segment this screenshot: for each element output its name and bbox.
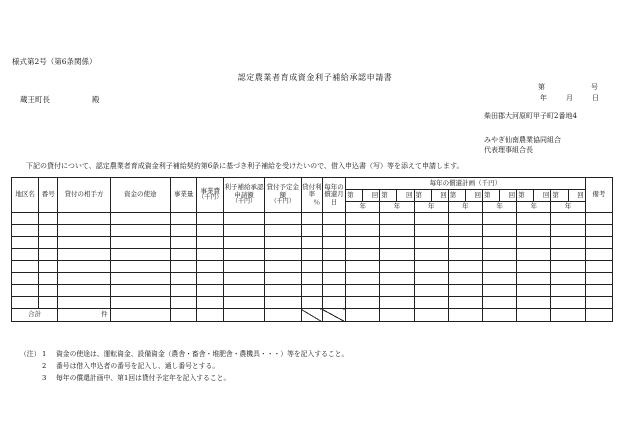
table-cell[interactable] <box>301 249 322 261</box>
plan-cell[interactable] <box>517 225 551 237</box>
table-cell[interactable] <box>39 225 58 237</box>
header-term: 毎年の償還月日 <box>322 178 345 213</box>
table-row <box>12 225 613 237</box>
header-plan: 毎年の償還計画（千円） <box>346 178 586 190</box>
plan-cell[interactable] <box>551 249 585 261</box>
total-plan-cell[interactable] <box>380 309 414 322</box>
note-number: 1 <box>42 350 47 358</box>
total-label: 合計 <box>12 309 58 322</box>
table-cell[interactable] <box>197 249 224 261</box>
plan-cell[interactable] <box>414 285 448 297</box>
plan-cell[interactable] <box>517 273 551 285</box>
table-row <box>12 249 613 261</box>
plan-header-nen: 年 <box>517 202 551 213</box>
total-plan-cell[interactable] <box>517 309 551 322</box>
total-cell[interactable] <box>264 309 301 322</box>
plan-cell[interactable] <box>380 249 414 261</box>
plan-cell[interactable] <box>380 273 414 285</box>
table-cell[interactable] <box>110 261 170 273</box>
plan-cell[interactable] <box>551 285 585 297</box>
table-cell[interactable] <box>301 213 322 225</box>
note-line-3 <box>20 372 348 384</box>
table-cell[interactable] <box>301 225 322 237</box>
plan-header-nen: 年 <box>346 202 380 213</box>
total-cell-struck <box>322 309 345 322</box>
plan-cell[interactable] <box>346 273 380 285</box>
plan-cell[interactable] <box>346 249 380 261</box>
table-cell[interactable] <box>224 213 264 225</box>
plan-cell[interactable] <box>380 213 414 225</box>
table-cell[interactable] <box>58 237 110 249</box>
plan-header-nen: 年 <box>414 202 448 213</box>
total-cell[interactable] <box>197 309 224 322</box>
table-row <box>12 261 613 273</box>
header-remarks: 備考 <box>585 178 612 213</box>
date-month-label: 月 <box>566 94 573 102</box>
table-cell[interactable] <box>197 297 224 309</box>
plan-cell[interactable] <box>448 273 482 285</box>
table-cell[interactable] <box>39 261 58 273</box>
table-cell[interactable] <box>197 237 224 249</box>
header-project: 事業量 <box>171 178 197 213</box>
date-day-label: 日 <box>592 94 599 102</box>
header-rate-unit: ％ <box>313 197 320 206</box>
table-cell[interactable] <box>12 213 39 225</box>
table-cell[interactable] <box>197 213 224 225</box>
plan-cell[interactable] <box>448 249 482 261</box>
remarks-cell[interactable] <box>585 261 612 273</box>
table-cell[interactable] <box>301 273 322 285</box>
plan-cell[interactable] <box>414 213 448 225</box>
note-number: 2 <box>42 362 47 370</box>
document-title: 認定農業者育成資金利子補給承認申請書 <box>237 73 393 82</box>
table-cell[interactable] <box>171 225 197 237</box>
plan-header-dai: 第 <box>482 190 499 202</box>
header-approval-label: 利子補給承認申請額 <box>224 183 264 199</box>
table-cell[interactable] <box>12 261 39 273</box>
table-cell[interactable] <box>264 261 301 273</box>
header-area: 地区名 <box>12 178 39 213</box>
table-cell[interactable] <box>12 249 39 261</box>
table-cell[interactable] <box>301 237 322 249</box>
plan-header-dai: 第 <box>414 190 431 202</box>
plan-cell[interactable] <box>380 261 414 273</box>
table-cell[interactable] <box>322 237 345 249</box>
plan-cell[interactable] <box>448 237 482 249</box>
table-cell[interactable] <box>224 273 264 285</box>
table-cell[interactable] <box>224 297 264 309</box>
plan-header-dai: 第 <box>448 190 465 202</box>
table-cell[interactable] <box>197 261 224 273</box>
note-text: 資金の使途は、運転資金、設備資金（農舎・畜舎・堆肥舎・農機具・・・）等を記入すること。 <box>56 350 349 358</box>
plan-cell[interactable] <box>346 297 380 309</box>
plan-cell[interactable] <box>414 297 448 309</box>
total-cell[interactable] <box>171 309 197 322</box>
table-cell[interactable] <box>264 297 301 309</box>
table-row <box>12 273 613 285</box>
plan-cell[interactable] <box>482 285 516 297</box>
table-cell[interactable] <box>110 273 170 285</box>
table-cell[interactable] <box>197 225 224 237</box>
note-text: 毎年の償還計画中、第1回は貸付予定年を記入すること。 <box>56 374 231 382</box>
notes <box>20 348 348 384</box>
date-year-label: 年 <box>540 94 547 102</box>
table-cell[interactable] <box>12 225 39 237</box>
header-number: 番号 <box>39 178 58 213</box>
plan-cell[interactable] <box>482 261 516 273</box>
form-number: 様式第2号（第6条関係） <box>12 57 97 66</box>
plan-header-kai: 回 <box>534 190 551 202</box>
header-rate <box>301 178 322 213</box>
addressee: 蔵王町長 <box>20 95 50 104</box>
note-line-1 <box>20 348 348 360</box>
table-cell[interactable] <box>171 297 197 309</box>
table-cell[interactable] <box>171 285 197 297</box>
header-planned-unit: （千円） <box>270 198 295 206</box>
table-cell[interactable] <box>322 273 345 285</box>
total-cell[interactable] <box>224 309 264 322</box>
header-use: 資金の使途 <box>110 178 170 213</box>
table-cell[interactable] <box>58 213 110 225</box>
plan-cell[interactable] <box>448 261 482 273</box>
remarks-cell[interactable] <box>585 297 612 309</box>
plan-cell[interactable] <box>517 261 551 273</box>
table-cell[interactable] <box>39 249 58 261</box>
plan-cell[interactable] <box>380 285 414 297</box>
table-cell[interactable] <box>322 297 345 309</box>
plan-header-nen: 年 <box>551 202 585 213</box>
plan-cell[interactable] <box>414 225 448 237</box>
table-row <box>12 297 613 309</box>
table-row <box>12 213 613 225</box>
table-cell[interactable] <box>301 285 322 297</box>
doc-number-prefix: 第 <box>538 83 545 91</box>
plan-header-dai: 第 <box>551 190 568 202</box>
plan-header-kai: 回 <box>465 190 482 202</box>
table-cell[interactable] <box>322 261 345 273</box>
total-row <box>12 309 613 322</box>
table-cell[interactable] <box>224 237 264 249</box>
table-cell[interactable] <box>171 261 197 273</box>
applicant-representative: 代表理事組合長 <box>484 146 533 154</box>
table-cell[interactable] <box>39 285 58 297</box>
table-cell[interactable] <box>264 273 301 285</box>
plan-header-dai: 第 <box>346 190 363 202</box>
total-plan-cell[interactable] <box>448 309 482 322</box>
header-planned-label: 貸付予定金額 <box>266 183 299 199</box>
table-cell[interactable] <box>39 297 58 309</box>
table-cell[interactable] <box>110 297 170 309</box>
plan-header-kai: 回 <box>363 190 380 202</box>
plan-cell[interactable] <box>448 297 482 309</box>
total-plan-cell[interactable] <box>482 309 516 322</box>
plan-cell[interactable] <box>551 261 585 273</box>
table-cell[interactable] <box>322 285 345 297</box>
plan-cell[interactable] <box>517 213 551 225</box>
table-cell[interactable] <box>58 285 110 297</box>
plan-cell[interactable] <box>448 225 482 237</box>
plan-cell[interactable] <box>551 225 585 237</box>
note-text: 番号は借入申込者の番号を記入し、通し番号とする。 <box>56 362 220 370</box>
remarks-cell[interactable] <box>585 237 612 249</box>
table-cell[interactable] <box>224 249 264 261</box>
total-plan-cell[interactable] <box>551 309 585 322</box>
intro-text: 下記の貸付について、認定農業者育成資金利子補給契約第6条に基づき利子補給を受けたいので、借入申込書（写）等を添えて申請します。 <box>26 162 464 170</box>
table-cell[interactable] <box>12 285 39 297</box>
table-cell[interactable] <box>110 285 170 297</box>
table-cell[interactable] <box>264 213 301 225</box>
table-cell[interactable] <box>171 273 197 285</box>
plan-cell[interactable] <box>482 249 516 261</box>
table-row <box>12 285 613 297</box>
table-cell[interactable] <box>264 285 301 297</box>
table-cell[interactable] <box>224 261 264 273</box>
table-cell[interactable] <box>58 225 110 237</box>
total-remarks-cell[interactable] <box>585 309 612 322</box>
plan-header-kai: 回 <box>397 190 414 202</box>
plan-header-dai: 第 <box>517 190 534 202</box>
remarks-cell[interactable] <box>585 285 612 297</box>
total-cell[interactable] <box>110 309 170 322</box>
applicant-address: 柴田郡大河原町甲子町2番地4 <box>484 112 577 120</box>
table-cell[interactable] <box>12 297 39 309</box>
plan-header-kai: 回 <box>568 190 585 202</box>
remarks-cell[interactable] <box>585 213 612 225</box>
table-cell[interactable] <box>322 213 345 225</box>
application-table <box>11 177 613 322</box>
table-cell[interactable] <box>197 285 224 297</box>
table-cell[interactable] <box>224 225 264 237</box>
header-borrower: 貸付の相手方 <box>58 178 110 213</box>
plan-cell[interactable] <box>414 237 448 249</box>
remarks-cell[interactable] <box>585 225 612 237</box>
table-cell[interactable] <box>322 225 345 237</box>
header-rate-label: 貸付利率 <box>302 182 322 199</box>
plan-cell[interactable] <box>482 225 516 237</box>
table-cell[interactable] <box>171 213 197 225</box>
table-cell[interactable] <box>39 273 58 285</box>
table-cell[interactable] <box>58 297 110 309</box>
table-cell[interactable] <box>110 213 170 225</box>
plan-cell[interactable] <box>346 237 380 249</box>
total-plan-cell[interactable] <box>414 309 448 322</box>
plan-cell[interactable] <box>517 249 551 261</box>
plan-cell[interactable] <box>551 213 585 225</box>
table-cell[interactable] <box>58 273 110 285</box>
total-plan-cell[interactable] <box>346 309 380 322</box>
plan-cell[interactable] <box>482 213 516 225</box>
plan-cell[interactable] <box>380 225 414 237</box>
plan-cell[interactable] <box>346 285 380 297</box>
table-cell[interactable] <box>197 273 224 285</box>
header-cost-unit: （千円） <box>198 194 223 202</box>
plan-header-nen: 年 <box>380 202 414 213</box>
table-cell[interactable] <box>224 285 264 297</box>
header-approval-unit: （千円） <box>231 198 256 206</box>
header-planned <box>264 178 301 213</box>
plan-cell[interactable] <box>380 237 414 249</box>
table-cell[interactable] <box>58 249 110 261</box>
table-cell[interactable] <box>39 213 58 225</box>
note-line-2 <box>20 360 348 372</box>
table-cell[interactable] <box>12 273 39 285</box>
table-cell[interactable] <box>264 249 301 261</box>
table-cell[interactable] <box>264 237 301 249</box>
table-cell[interactable] <box>12 237 39 249</box>
table-cell[interactable] <box>39 237 58 249</box>
header-cost-label: 事業費 <box>200 186 220 195</box>
plan-cell[interactable] <box>551 273 585 285</box>
total-unit: 件 <box>58 309 110 322</box>
plan-cell[interactable] <box>414 249 448 261</box>
plan-cell[interactable] <box>448 285 482 297</box>
table-cell[interactable] <box>322 249 345 261</box>
table-cell[interactable] <box>171 237 197 249</box>
header-cost <box>197 178 224 213</box>
plan-cell[interactable] <box>346 213 380 225</box>
plan-header-nen: 年 <box>448 202 482 213</box>
plan-cell[interactable] <box>346 261 380 273</box>
plan-cell[interactable] <box>482 237 516 249</box>
plan-cell[interactable] <box>482 273 516 285</box>
plan-cell[interactable] <box>448 213 482 225</box>
table-cell[interactable] <box>110 237 170 249</box>
plan-cell[interactable] <box>517 237 551 249</box>
doc-number-suffix: 号 <box>591 83 598 91</box>
notes-heading: （注） <box>20 350 41 358</box>
remarks-cell[interactable] <box>585 249 612 261</box>
plan-cell[interactable] <box>517 285 551 297</box>
addressee-honorific: 殿 <box>92 95 100 104</box>
plan-cell[interactable] <box>414 273 448 285</box>
table-cell[interactable] <box>171 249 197 261</box>
plan-cell[interactable] <box>551 237 585 249</box>
plan-header-nen: 年 <box>482 202 516 213</box>
plan-cell[interactable] <box>414 261 448 273</box>
plan-header-kai: 回 <box>431 190 448 202</box>
plan-header-dai: 第 <box>380 190 397 202</box>
table-cell[interactable] <box>301 297 322 309</box>
plan-cell[interactable] <box>551 297 585 309</box>
remarks-cell[interactable] <box>585 273 612 285</box>
plan-cell[interactable] <box>482 297 516 309</box>
table-cell[interactable] <box>110 225 170 237</box>
plan-cell[interactable] <box>517 297 551 309</box>
table-cell[interactable] <box>301 261 322 273</box>
applicant-organization: みやぎ仙南農業協同組合 <box>484 136 561 144</box>
total-cell-struck <box>301 309 322 322</box>
table-cell[interactable] <box>264 225 301 237</box>
header-approval <box>224 178 264 213</box>
note-number: 3 <box>42 374 47 382</box>
table-cell[interactable] <box>58 261 110 273</box>
plan-header-kai: 回 <box>500 190 517 202</box>
table-cell[interactable] <box>110 249 170 261</box>
plan-cell[interactable] <box>346 225 380 237</box>
table-row <box>12 237 613 249</box>
plan-cell[interactable] <box>380 297 414 309</box>
